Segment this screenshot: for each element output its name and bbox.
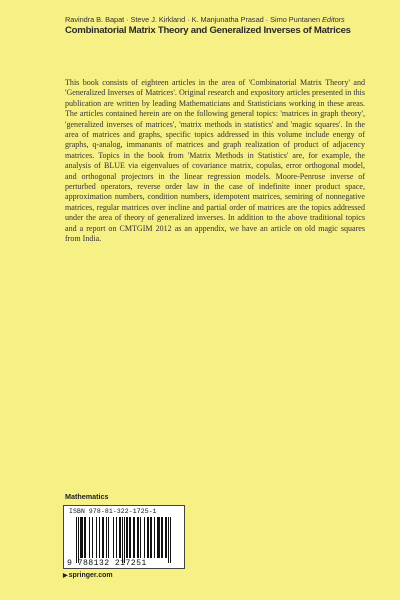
isbn-number: ISBN 978-81-322-1725-1 [69,508,157,515]
barcode-bar [84,517,85,558]
barcode-bar [120,517,121,558]
barcode-bar [151,517,152,558]
barcode-bar [158,517,159,558]
barcode-bar [85,517,86,558]
barcode-bar [147,517,148,558]
barcode-bar [134,517,135,558]
barcode-bar [122,517,123,563]
barcode-bar [89,517,90,558]
barcode-bar [144,517,145,558]
barcode-bar [103,517,104,558]
barcode-bar [140,517,141,558]
barcode-bar [106,517,107,558]
barcode-bar [161,517,162,558]
barcode-bar [168,517,169,563]
barcode-bar [108,517,109,558]
barcode-bar [133,517,134,558]
barcode-bar [157,517,158,558]
arrow-right-icon: ▶ [63,573,68,579]
barcode-bar [113,517,114,558]
barcode-digits: 9 788132 217251 [67,559,147,568]
barcode-bar [130,517,131,558]
editors-label: Editors [322,15,345,24]
barcode-bar [116,517,117,558]
barcode-bar [137,517,138,558]
barcode-bar [150,517,151,558]
barcode-bar [119,517,120,558]
barcode-bar [81,517,82,558]
barcode-bar [159,517,160,558]
editor-names: Ravindra B. Bapat · Steve J. Kirkland · K. Manjunatha Prasad · Simo Puntanen [65,15,321,24]
barcode-bar [162,517,163,558]
barcode-bar [126,517,127,558]
isbn-barcode-box [63,505,185,569]
barcode-bar [124,517,125,563]
barcode-bar [99,517,100,558]
barcode-bar [166,517,167,558]
barcode-bar [96,517,97,558]
publisher-link[interactable] [63,572,113,579]
barcode-bar [78,517,79,563]
barcode-bar [82,517,83,558]
barcode-bar [154,517,155,558]
barcode-bar [170,517,171,563]
barcode-bar [129,517,130,558]
barcode-bar [80,517,81,558]
barcode-bar [76,517,77,563]
publisher-url: springer.com [68,572,113,579]
barcode-bar [138,517,139,558]
editors-line [65,15,385,24]
barcode-bar [165,517,166,558]
book-description: This book consists of eighteen articles in the area of 'Combinatorial Matrix Theory' and 'Generalized Inverses of Matrices'. Original research and expository articles presented in this publication are written by leading Mathematicians and Statisticians working in these areas. The articles contained herein are on the following general topics: 'matrices in graph theory', 'generalized inverses of matrices', 'matrix methods in statistics' and 'magic squares'. In the area of matrices and graphs, specific topics addressed in this volume include energy of graphs, q-analog, immanants of matrices and graph realization of product of adjacency matrices. Topics in the book from 'Matrix Methods in Statistics' are, for example, the analysis of BLUE via eigenvalues of covariance matrix, copulas, error orthogonal model, and orthogonal projectors in the linear regression models. Moore-Penrose inverse of perturbed operators, reverse order law in the case of indefinite inner product space, approximation numbers, condition numbers, idempotent matrices, semiring of nonnegative matrices, regular matrices over incline and partial order of matrices are the topics addressed under the area of theory of generalized inverses. In addition to the above traditional topics and a report on CMTGIM 2012 as an appendix, we have an article on old magic squares from India. [65,78,365,244]
subject-category: Mathematics [65,492,109,501]
barcode-bar [148,517,149,558]
barcode-bar [92,517,93,558]
barcode-bar [127,517,128,558]
barcode-bar [102,517,103,558]
book-title: Combinatorial Matrix Theory and Generalized Inverses of Matrices [65,25,351,36]
